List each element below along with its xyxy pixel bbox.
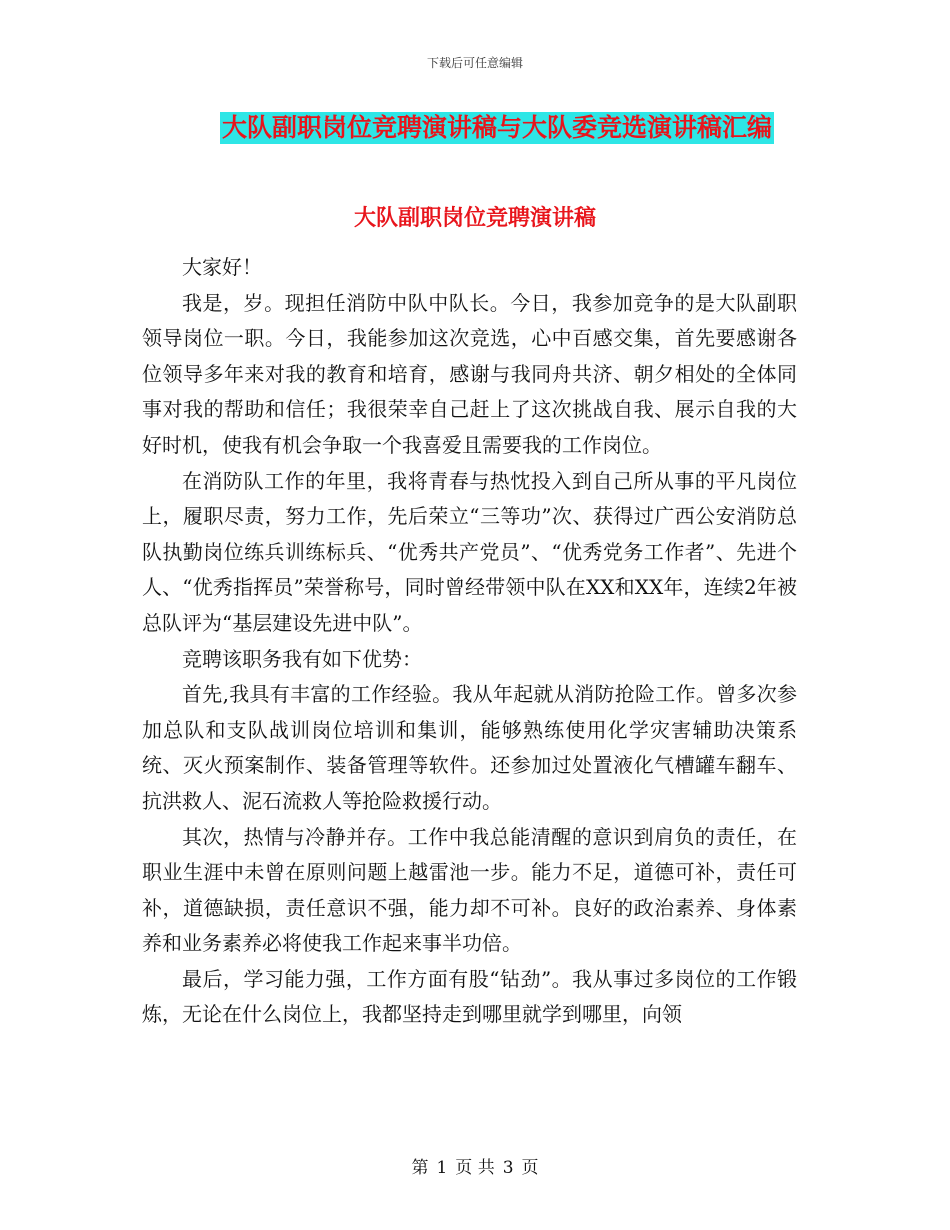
page-label-prefix: 第 [411,1158,429,1178]
page-current-number: 1 [436,1158,448,1178]
header-note: 下载后可任意编辑 [426,56,523,70]
paragraph-first-advantage: 首先,我具有丰富的工作经验。我从年起就从消防抢险工作。曾多次参加总队和支队战训岗位培训和集训，能够熟练使用化学灾害辅助决策系统、灭火预案制作、装备管理等软件。还参加过处置液化气槽罐车翻车、抗洪救人、泥石流救人等抢险救援行动。 [142,682,797,813]
paragraph-advantages-heading: 竞聘该职务我有如下优势： [182,646,422,671]
page-label-suffix: 页 [521,1158,539,1178]
paragraph-introduction: 我是，岁。现担任消防中队中队长。今日，我参加竞争的是大队副职领导岗位一职。今日，我能参加这次竞选，心中百感交集，首先要感谢各位领导多年来对我的教育和培育，感谢与我同舟共济、朝夕相处的全体同事对我的帮助和信任；我很荣幸自己赶上了这次挑战自我、展示自我的大好时机，使我有机会争取一个我喜爱且需要我的工作岗位。 [142,290,797,457]
main-title-container [0,112,950,144]
document-body [142,250,797,1033]
page-total-number: 3 [502,1158,514,1178]
main-title: 大队副职岗位竞聘演讲稿与大队委竞选演讲稿汇编 [221,113,772,142]
page-footer [0,1153,950,1178]
section-title: 大队副职岗位竞聘演讲稿 [353,205,596,231]
paragraph-third-advantage: 最后，学习能力强，工作方面有股“钻劲”。我从事过多岗位的工作锻炼，无论在什么岗位上，我都坚持走到哪里就学到哪里，向领 [142,966,797,1027]
paragraph-experience: 在消防队工作的年里，我将青春与热忱投入到自己所从事的平凡岗位上，履职尽责，努力工作，先后荣立“三等功”次、获得过广西公安消防总队执勤岗位练兵训练标兵、“优秀共产党员”、“优秀党务工作者”、先进个人、“优秀指挥员”荣誉称号，同时曾经带领中队在XX和XX年，连续2年被总队评为“基层建设先进中队”。 [142,468,797,635]
paragraph-greeting: 大家好！ [182,255,262,279]
page-label-mid: 页 共 [455,1158,495,1178]
paragraph-second-advantage: 其次，热情与冷静并存。工作中我总能清醒的意识到肩负的责任，在职业生涯中未曾在原则问题上越雷池一步。能力不足，道德可补，责任可补，道德缺损，责任意识不强，能力却不可补。良好的政治素养、身体素养和业务素养必将使我工作起来事半功倍。 [142,824,797,956]
